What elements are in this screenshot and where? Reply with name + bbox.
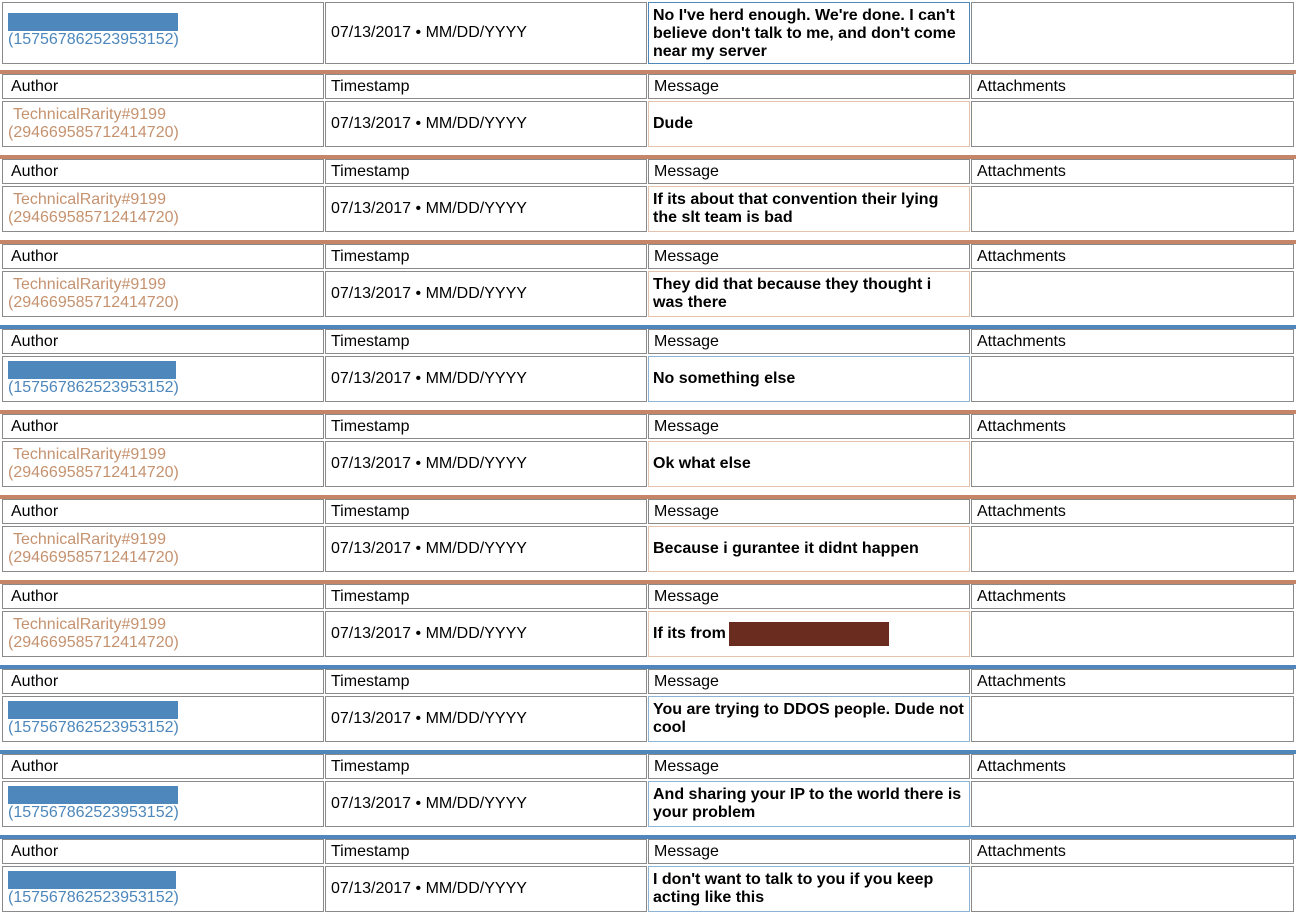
attachments-cell	[971, 866, 1294, 912]
message-header: Message	[648, 244, 970, 269]
author-uid: (294669585712414720)	[8, 634, 179, 651]
author-name: TechnicalRarity#9199	[13, 106, 166, 123]
author-uid: (157567862523953152)	[8, 804, 179, 821]
author-uid: (157567862523953152)	[8, 719, 179, 736]
attachments-cell	[971, 186, 1294, 232]
message-text: They did that because they thought i was there	[653, 276, 932, 311]
attachments-cell	[971, 441, 1294, 487]
message-block	[0, 325, 1296, 410]
message-cell	[648, 611, 970, 657]
author-header: Author	[2, 499, 324, 524]
author-uid: (294669585712414720)	[8, 124, 179, 141]
redacted-username	[8, 871, 176, 889]
message-cell	[648, 441, 970, 487]
redacted-username	[8, 13, 178, 31]
timestamp: 07/13/2017 • MM/DD/YYYY	[331, 370, 527, 387]
author-header: Author	[2, 329, 324, 354]
attachments-header: Attachments	[971, 74, 1294, 99]
message-text: Because i gurantee it didnt happen	[653, 540, 919, 557]
message-header: Message	[648, 499, 970, 524]
message-block	[0, 580, 1296, 665]
timestamp-header: Timestamp	[325, 584, 647, 609]
message-header: Message	[648, 159, 970, 184]
author-cell	[2, 866, 324, 912]
timestamp: 07/13/2017 • MM/DD/YYYY	[331, 200, 527, 217]
message-header: Message	[648, 414, 970, 439]
redacted-username	[8, 786, 178, 804]
message-fragment-top	[0, 0, 1296, 59]
author-header: Author	[2, 584, 324, 609]
author-header: Author	[2, 74, 324, 99]
author-cell	[2, 186, 324, 232]
timestamp-cell	[325, 101, 647, 147]
message-header: Message	[648, 754, 970, 779]
timestamp-header: Timestamp	[325, 159, 647, 184]
message-cell	[648, 356, 970, 402]
attachments-cell	[971, 356, 1294, 402]
attachments-cell	[971, 611, 1294, 657]
author-uid: (294669585712414720)	[8, 549, 179, 566]
author-cell	[2, 271, 324, 317]
timestamp-header: Timestamp	[325, 74, 647, 99]
message-header: Message	[648, 329, 970, 354]
timestamp-header: Timestamp	[325, 329, 647, 354]
attachments-header: Attachments	[971, 754, 1294, 779]
attachments-cell	[971, 696, 1294, 742]
message-block	[0, 495, 1296, 580]
timestamp: 07/13/2017 • MM/DD/YYYY	[331, 625, 527, 642]
timestamp-cell	[325, 696, 647, 742]
author-name: TechnicalRarity#9199	[13, 531, 166, 548]
author-cell	[2, 611, 324, 657]
timestamp-header: Timestamp	[325, 414, 647, 439]
author-cell	[2, 441, 324, 487]
timestamp-cell	[325, 611, 647, 657]
message-cell	[648, 2, 970, 64]
attachments-cell	[971, 781, 1294, 827]
timestamp: 07/13/2017 • MM/DD/YYYY	[331, 455, 527, 472]
attachments-header: Attachments	[971, 839, 1294, 864]
message-cell	[648, 696, 970, 742]
author-name: TechnicalRarity#9199	[13, 616, 166, 633]
author-header: Author	[2, 839, 324, 864]
timestamp-cell	[325, 271, 647, 317]
author-uid: (157567862523953152)	[8, 889, 179, 906]
message-header: Message	[648, 839, 970, 864]
attachments-header: Attachments	[971, 499, 1294, 524]
author-header: Author	[2, 159, 324, 184]
timestamp: 07/13/2017 • MM/DD/YYYY	[331, 795, 527, 812]
timestamp-header: Timestamp	[325, 499, 647, 524]
message-cell	[648, 781, 970, 827]
message-block	[0, 665, 1296, 750]
author-header: Author	[2, 244, 324, 269]
attachments-header: Attachments	[971, 414, 1294, 439]
author-cell	[2, 101, 324, 147]
timestamp-header: Timestamp	[325, 244, 647, 269]
message-header: Message	[648, 74, 970, 99]
attachments-cell	[971, 526, 1294, 572]
attachments-header: Attachments	[971, 244, 1294, 269]
message-header: Message	[648, 669, 970, 694]
redacted-username	[8, 701, 178, 719]
message-text: Dude	[653, 115, 693, 132]
message-text: Ok what else	[653, 455, 751, 472]
message-text: You are trying to DDOS people. Dude not cool	[653, 701, 964, 736]
message-block	[0, 410, 1296, 495]
author-name: TechnicalRarity#9199	[13, 191, 166, 208]
timestamp: 07/13/2017 • MM/DD/YYYY	[331, 115, 527, 132]
timestamp-header: Timestamp	[325, 669, 647, 694]
message-text: If its from	[653, 625, 726, 642]
author-header: Author	[2, 669, 324, 694]
author-header: Author	[2, 414, 324, 439]
attachments-cell	[971, 2, 1294, 64]
author-cell	[2, 781, 324, 827]
author-cell	[2, 356, 324, 402]
message-block	[0, 750, 1296, 835]
message-text: And sharing your IP to the world there is your problem	[653, 786, 962, 821]
message-cell	[648, 271, 970, 317]
timestamp: 07/13/2017 • MM/DD/YYYY	[331, 880, 527, 897]
timestamp-cell	[325, 356, 647, 402]
attachments-header: Attachments	[971, 669, 1294, 694]
author-name: TechnicalRarity#9199	[13, 446, 166, 463]
timestamp-cell	[325, 781, 647, 827]
message-cell	[648, 526, 970, 572]
attachments-header: Attachments	[971, 329, 1294, 354]
message-block	[0, 70, 1296, 155]
timestamp: 07/13/2017 • MM/DD/YYYY	[331, 540, 527, 557]
timestamp-cell	[325, 441, 647, 487]
message-block	[0, 155, 1296, 240]
message-text: If its about that convention their lying the slt team is bad	[653, 191, 939, 226]
author-uid: (157567862523953152)	[8, 31, 179, 48]
message-text: No something else	[653, 370, 796, 387]
attachments-header: Attachments	[971, 159, 1294, 184]
attachments-header: Attachments	[971, 584, 1294, 609]
author-name: TechnicalRarity#9199	[13, 276, 166, 293]
message-header: Message	[648, 584, 970, 609]
timestamp-cell	[325, 2, 647, 64]
author-header: Author	[2, 754, 324, 779]
timestamp: 07/13/2017 • MM/DD/YYYY	[331, 710, 527, 727]
message-block	[0, 240, 1296, 325]
message-cell	[648, 186, 970, 232]
author-cell	[2, 526, 324, 572]
author-cell	[2, 2, 324, 64]
author-cell	[2, 696, 324, 742]
timestamp-header: Timestamp	[325, 754, 647, 779]
message-block	[0, 835, 1296, 920]
timestamp-cell	[325, 186, 647, 232]
timestamp: 07/13/2017 • MM/DD/YYYY	[331, 285, 527, 302]
timestamp-header: Timestamp	[325, 839, 647, 864]
timestamp-cell	[325, 866, 647, 912]
timestamp: 07/13/2017 • MM/DD/YYYY	[331, 24, 527, 41]
author-uid: (157567862523953152)	[8, 379, 179, 396]
author-uid: (294669585712414720)	[8, 294, 179, 311]
attachments-cell	[971, 101, 1294, 147]
message-cell	[648, 101, 970, 147]
attachments-cell	[971, 271, 1294, 317]
message-cell	[648, 866, 970, 912]
author-uid: (294669585712414720)	[8, 464, 179, 481]
author-uid: (294669585712414720)	[8, 209, 179, 226]
timestamp-cell	[325, 526, 647, 572]
redacted-username	[8, 361, 176, 379]
message-text: I don't want to talk to you if you keep acting like this	[653, 871, 934, 906]
message-text: No I've herd enough. We're done. I can't believe don't talk to me, and don't come near my server	[653, 7, 956, 60]
redacted-text	[729, 622, 889, 646]
